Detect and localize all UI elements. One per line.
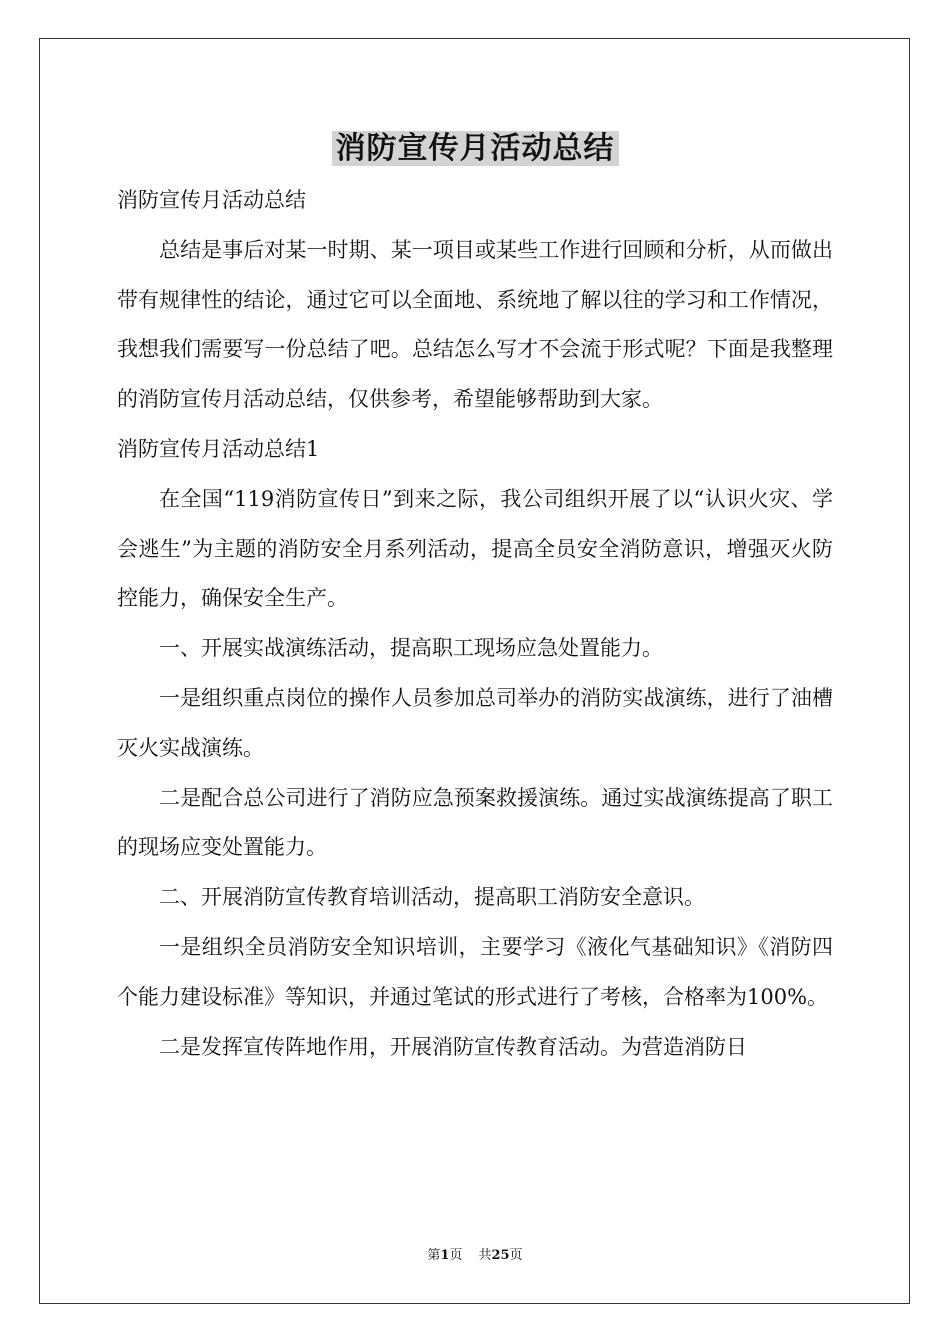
document-body — [117, 176, 833, 1072]
section-heading: 消防宣传月活动总结1 — [117, 436, 320, 461]
page-footer — [0, 1246, 950, 1266]
total-page-number: 25 — [491, 1248, 510, 1263]
paragraph-intro: 总结是事后对某一时期、某一项目或某些工作进行回顾和分析，从而做出带有规律性的结论，通过它可以全面地、系统地了解以往的学习和工作情况，我想我们需要写一份总结了吧。总结怎么写才不会流于形式呢？下面是我整理的消防宣传月活动总结，仅供参考，希望能够帮助到大家。 — [117, 237, 833, 412]
current-page-number: 1 — [440, 1248, 450, 1263]
page-suffix: 页 — [449, 1248, 463, 1263]
paragraph: 在全国“119消防宣传日”到来之际，我公司组织开展了以“认识火灾、学会逃生”为主题的消防安全月系列活动，提高全员安全消防意识，增强灭火防控能力，确保安全生产。 — [117, 486, 833, 611]
total-suffix: 页 — [509, 1248, 523, 1263]
document-title — [0, 124, 950, 174]
page-prefix: 第 — [427, 1248, 441, 1263]
total-prefix: 共 — [478, 1248, 492, 1263]
paragraph: 一、开展实战演练活动，提高职工现场应急处置能力。 — [159, 636, 663, 661]
paragraph: 一是组织重点岗位的操作人员参加总司举办的消防实战演练，进行了油槽灭火实战演练。 — [117, 685, 833, 760]
paragraph-subtitle: 消防宣传月活动总结 — [117, 188, 306, 212]
document-title-text: 消防宣传月活动总结 — [332, 131, 619, 166]
paragraph: 一是组织全员消防安全知识培训，主要学习《液化气基础知识》《消防四个能力建设标准》等知识，并通过笔试的形式进行了考核，合格率为100%。 — [117, 934, 833, 1009]
paragraph: 二、开展消防宣传教育培训活动，提高职工消防安全意识。 — [159, 885, 705, 910]
paragraph: 二是配合总公司进行了消防应急预案救援演练。通过实战演练提高了职工的现场应变处置能力。 — [117, 785, 833, 860]
paragraph: 二是发挥宣传阵地作用，开展消防宣传教育活动。为营造消防日 — [159, 1034, 747, 1059]
